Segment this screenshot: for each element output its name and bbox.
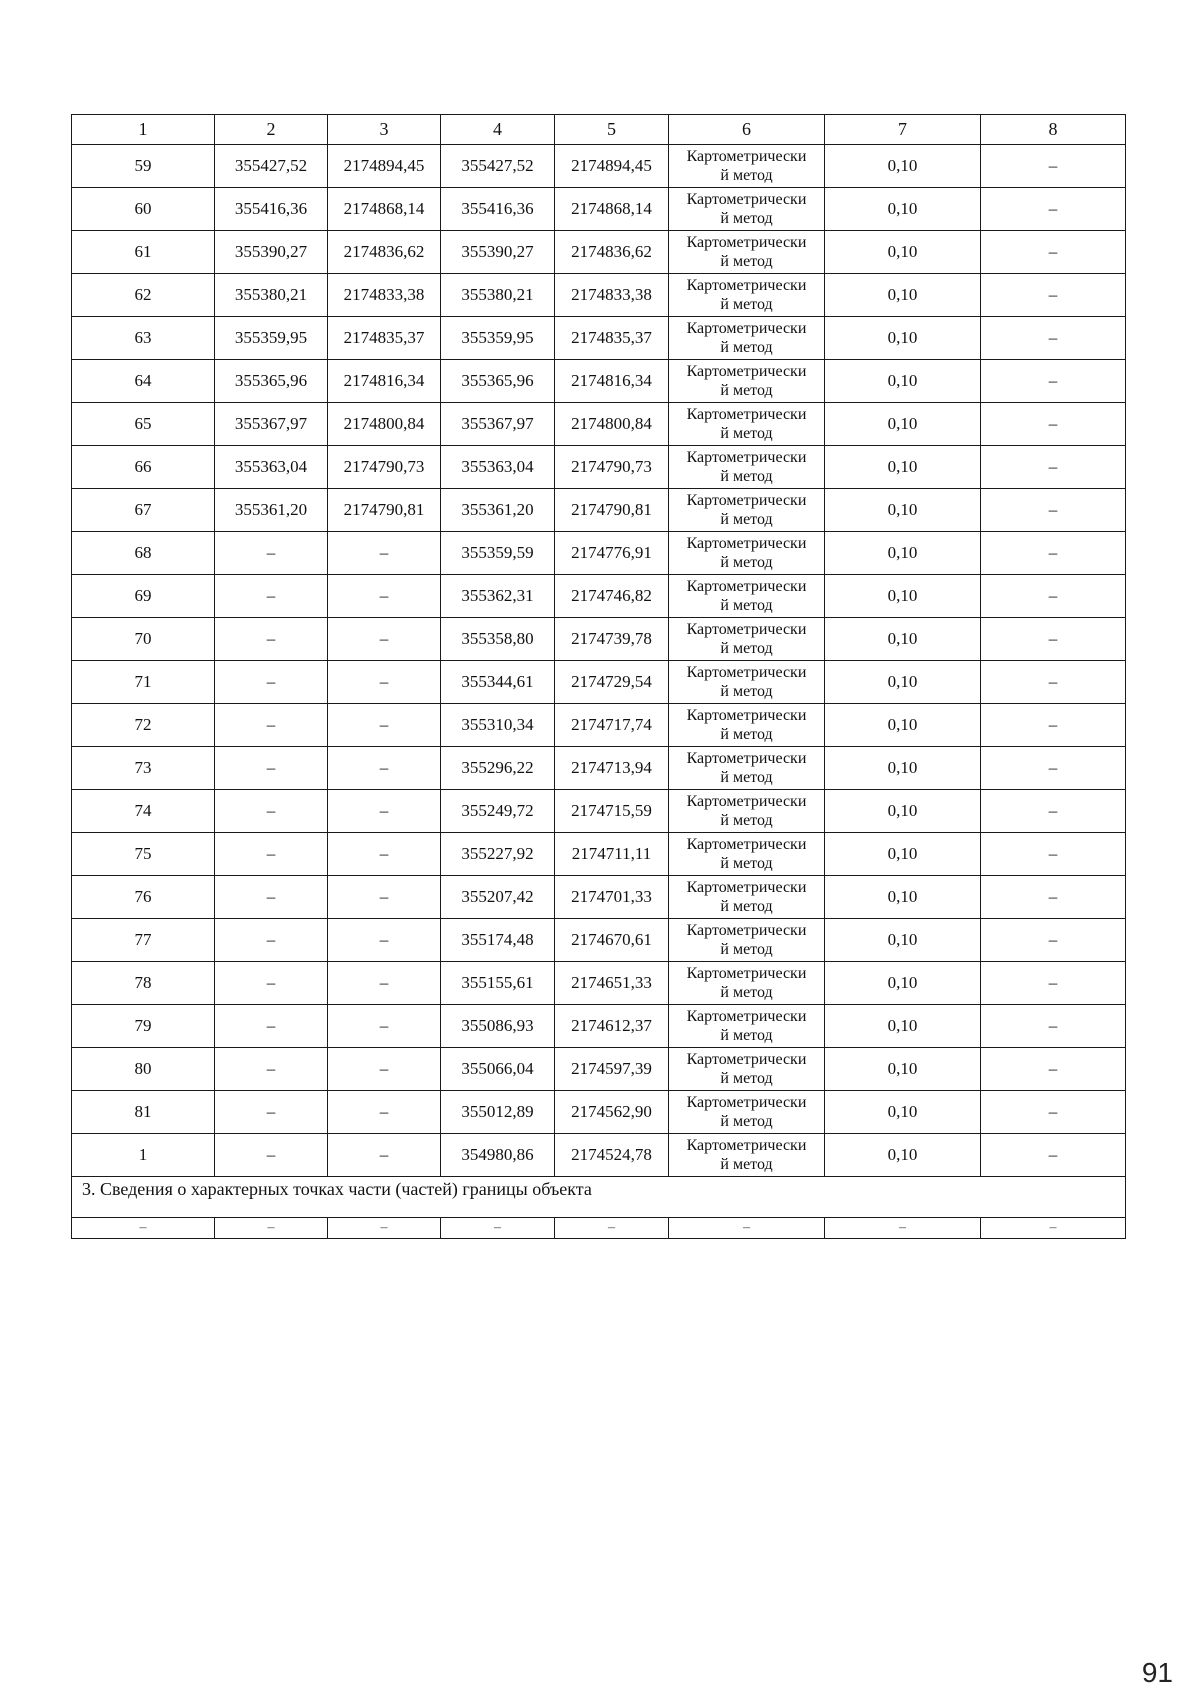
table-cell: – [328, 661, 441, 704]
table-cell: 62 [72, 274, 215, 317]
column-header: 1 [72, 115, 215, 145]
table-cell: 0,10 [825, 403, 981, 446]
table-cell: 0,10 [825, 231, 981, 274]
table-cell: 355416,36 [215, 188, 328, 231]
table-cell [669, 360, 825, 403]
table-cell: 71 [72, 661, 215, 704]
table-row [72, 575, 1126, 618]
table-cell: 355227,92 [441, 833, 555, 876]
table-cell: – [215, 790, 328, 833]
table-cell [669, 532, 825, 575]
table-cell: – [215, 1091, 328, 1134]
method-label: Картометрический метод [686, 836, 807, 872]
table-cell: – [981, 790, 1126, 833]
table-row [72, 747, 1126, 790]
table-cell: 2174833,38 [555, 274, 669, 317]
table-cell: 2174835,37 [328, 317, 441, 360]
table-cell: – [328, 962, 441, 1005]
table-cell: – [215, 1218, 328, 1239]
table-cell: 0,10 [825, 1091, 981, 1134]
method-label: Картометрический метод [686, 1051, 807, 1087]
table-cell: 2174894,45 [328, 145, 441, 188]
coordinates-table [71, 114, 1126, 1239]
table-cell: 80 [72, 1048, 215, 1091]
table-cell: 355358,80 [441, 618, 555, 661]
table-cell [669, 1134, 825, 1177]
table-cell: – [215, 1048, 328, 1091]
table-cell: 355365,96 [215, 360, 328, 403]
table-cell: 79 [72, 1005, 215, 1048]
table-row [72, 1048, 1126, 1091]
table-cell: 0,10 [825, 1134, 981, 1177]
table-cell: 0,10 [825, 1048, 981, 1091]
table-cell: 0,10 [825, 489, 981, 532]
method-label: Картометрический метод [686, 320, 807, 356]
table-cell: 2174790,73 [555, 446, 669, 489]
table-cell: – [215, 532, 328, 575]
table-cell: 355066,04 [441, 1048, 555, 1091]
table-cell: 2174729,54 [555, 661, 669, 704]
table-cell: 78 [72, 962, 215, 1005]
table-cell: 0,10 [825, 274, 981, 317]
table-cell: – [328, 704, 441, 747]
table-cell [669, 188, 825, 231]
table-cell: – [981, 446, 1126, 489]
column-header: 7 [825, 115, 981, 145]
column-header: 2 [215, 115, 328, 145]
table-cell: 64 [72, 360, 215, 403]
table-cell: 2174816,34 [328, 360, 441, 403]
table-cell: 2174739,78 [555, 618, 669, 661]
table-cell: – [215, 661, 328, 704]
table-cell: 81 [72, 1091, 215, 1134]
table-cell: – [215, 1005, 328, 1048]
table-cell: 355012,89 [441, 1091, 555, 1134]
table-row [72, 145, 1126, 188]
table-cell: 355427,52 [215, 145, 328, 188]
table-cell: 2174790,81 [328, 489, 441, 532]
table-cell: 355296,22 [441, 747, 555, 790]
table-row [72, 403, 1126, 446]
table-cell [669, 489, 825, 532]
table-cell: – [215, 747, 328, 790]
table-row [72, 876, 1126, 919]
table-cell: 68 [72, 532, 215, 575]
table-cell: – [555, 1218, 669, 1239]
table-cell: 2174833,38 [328, 274, 441, 317]
page-number: 91 [1141, 1657, 1173, 1688]
column-header: 6 [669, 115, 825, 145]
table-cell: 0,10 [825, 1005, 981, 1048]
table-cell: – [328, 833, 441, 876]
point-rows [72, 145, 1126, 1239]
table-cell: 70 [72, 618, 215, 661]
table-row [72, 231, 1126, 274]
table-cell: – [328, 1048, 441, 1091]
table-cell: 355361,20 [441, 489, 555, 532]
table-cell: 77 [72, 919, 215, 962]
table-cell: – [215, 962, 328, 1005]
table-cell [669, 661, 825, 704]
table-cell [669, 1005, 825, 1048]
section-title: 3. Сведения о характерных точках части (частей) границы объекта [72, 1177, 1126, 1218]
table-cell: 355363,04 [215, 446, 328, 489]
table-row [72, 532, 1126, 575]
table-row [72, 618, 1126, 661]
table-cell: – [441, 1218, 555, 1239]
method-label: Картометрический метод [686, 234, 807, 270]
table-cell: 0,10 [825, 833, 981, 876]
table-cell: 2174562,90 [555, 1091, 669, 1134]
column-header: 3 [328, 115, 441, 145]
table-row [72, 1134, 1126, 1177]
table-cell: 0,10 [825, 876, 981, 919]
table-cell: – [669, 1218, 825, 1239]
table-cell: 60 [72, 188, 215, 231]
method-label: Картометрический метод [686, 578, 807, 614]
section-row [72, 1177, 1126, 1218]
table-cell: 355155,61 [441, 962, 555, 1005]
table-cell: 2174790,81 [555, 489, 669, 532]
table-cell: 2174816,34 [555, 360, 669, 403]
table-cell: – [981, 1134, 1126, 1177]
table-cell: – [981, 317, 1126, 360]
table-cell: 2174746,82 [555, 575, 669, 618]
table-cell: 355310,34 [441, 704, 555, 747]
method-label: Картометрический метод [686, 191, 807, 227]
table-cell: 65 [72, 403, 215, 446]
table-cell: – [215, 618, 328, 661]
table-cell: 0,10 [825, 188, 981, 231]
table-cell: – [825, 1218, 981, 1239]
table-cell: – [215, 575, 328, 618]
table-cell: 2174800,84 [555, 403, 669, 446]
header-row [72, 115, 1126, 145]
table-cell: 2174670,61 [555, 919, 669, 962]
table-row [72, 188, 1126, 231]
table-row [72, 790, 1126, 833]
column-header: 8 [981, 115, 1126, 145]
table-cell: 2174717,74 [555, 704, 669, 747]
table-cell: – [328, 1005, 441, 1048]
table-cell: 2174894,45 [555, 145, 669, 188]
table-cell: 59 [72, 145, 215, 188]
table-cell: 355249,72 [441, 790, 555, 833]
method-label: Картометрический метод [686, 922, 807, 958]
table-cell: 355365,96 [441, 360, 555, 403]
table-cell: 2174597,39 [555, 1048, 669, 1091]
table-cell: 355086,93 [441, 1005, 555, 1048]
table-cell: 66 [72, 446, 215, 489]
method-label: Картометрический метод [686, 1137, 807, 1173]
table-cell: 75 [72, 833, 215, 876]
column-header: 5 [555, 115, 669, 145]
table-cell: – [328, 876, 441, 919]
table-cell: 1 [72, 1134, 215, 1177]
table-cell: 355380,21 [441, 274, 555, 317]
table-cell: 72 [72, 704, 215, 747]
method-label: Картометрический метод [686, 535, 807, 571]
table-cell [669, 747, 825, 790]
table-cell: 2174701,33 [555, 876, 669, 919]
table-cell: – [981, 274, 1126, 317]
table-cell: – [981, 489, 1126, 532]
table-cell [669, 876, 825, 919]
table-cell: 2174776,91 [555, 532, 669, 575]
table-row [72, 274, 1126, 317]
table-cell: 2174835,37 [555, 317, 669, 360]
table-row [72, 317, 1126, 360]
table-cell: – [328, 618, 441, 661]
method-label: Картометрический метод [686, 363, 807, 399]
table-cell: 67 [72, 489, 215, 532]
table-cell: 0,10 [825, 704, 981, 747]
table-cell: – [981, 962, 1126, 1005]
table-cell [669, 403, 825, 446]
table-cell: – [981, 532, 1126, 575]
table-cell: – [328, 532, 441, 575]
method-label: Картометрический метод [686, 879, 807, 915]
table-cell: – [328, 919, 441, 962]
table-cell: 76 [72, 876, 215, 919]
table-cell: – [981, 919, 1126, 962]
table-cell: 69 [72, 575, 215, 618]
table-row [72, 1091, 1126, 1134]
table-cell: – [981, 231, 1126, 274]
table-cell: – [328, 1134, 441, 1177]
table-cell: 2174800,84 [328, 403, 441, 446]
table-cell: 0,10 [825, 145, 981, 188]
table-cell: 355427,52 [441, 145, 555, 188]
table-cell: – [981, 188, 1126, 231]
table-cell: – [328, 1218, 441, 1239]
method-label: Картометрический метод [686, 277, 807, 313]
method-label: Картометрический метод [686, 1094, 807, 1130]
table-cell: 0,10 [825, 360, 981, 403]
table-cell: – [328, 747, 441, 790]
table-cell: 0,10 [825, 317, 981, 360]
table-cell [669, 317, 825, 360]
table-cell: 0,10 [825, 446, 981, 489]
table-cell [669, 1048, 825, 1091]
table-cell [669, 575, 825, 618]
table-row [72, 360, 1126, 403]
table-cell: – [981, 1048, 1126, 1091]
table-cell [669, 274, 825, 317]
method-label: Картометрический метод [686, 664, 807, 700]
table-cell [669, 919, 825, 962]
table-cell: 61 [72, 231, 215, 274]
table-cell: 2174711,11 [555, 833, 669, 876]
table-cell [669, 231, 825, 274]
table-cell: – [981, 145, 1126, 188]
table-cell: 0,10 [825, 618, 981, 661]
table-cell: 355174,48 [441, 919, 555, 962]
method-label: Картометрический метод [686, 707, 807, 743]
table-row [72, 446, 1126, 489]
table-cell: – [215, 704, 328, 747]
method-label: Картометрический метод [686, 965, 807, 1001]
table-row [72, 1005, 1126, 1048]
table-cell: – [328, 575, 441, 618]
table-cell: 355390,27 [441, 231, 555, 274]
table-cell: 2174715,59 [555, 790, 669, 833]
table-cell: – [981, 1218, 1126, 1239]
table-cell: – [981, 575, 1126, 618]
table-row [72, 661, 1126, 704]
table-cell: 2174868,14 [555, 188, 669, 231]
table-row [72, 919, 1126, 962]
table-cell: – [215, 919, 328, 962]
table-cell: 355416,36 [441, 188, 555, 231]
table-cell: – [328, 790, 441, 833]
method-label: Картометрический метод [686, 1008, 807, 1044]
table-cell: – [981, 360, 1126, 403]
table-cell: 355380,21 [215, 274, 328, 317]
table-cell: 355390,27 [215, 231, 328, 274]
table-cell [669, 833, 825, 876]
method-label: Картометрический метод [686, 406, 807, 442]
table-cell: – [215, 1134, 328, 1177]
table-cell: – [981, 1005, 1126, 1048]
table-cell: 2174713,94 [555, 747, 669, 790]
table-row [72, 833, 1126, 876]
column-header: 4 [441, 115, 555, 145]
table-cell: 2174868,14 [328, 188, 441, 231]
table-cell [669, 962, 825, 1005]
table-cell: 0,10 [825, 962, 981, 1005]
table-cell: 355363,04 [441, 446, 555, 489]
table-cell: – [981, 747, 1126, 790]
table-cell: 355359,95 [441, 317, 555, 360]
method-label: Картометрический метод [686, 621, 807, 657]
table-cell: 0,10 [825, 661, 981, 704]
table-cell: 354980,86 [441, 1134, 555, 1177]
method-label: Картометрический метод [686, 148, 807, 184]
method-label: Картометрический метод [686, 492, 807, 528]
table-cell: 355362,31 [441, 575, 555, 618]
table-cell: 73 [72, 747, 215, 790]
table-cell: 2174836,62 [555, 231, 669, 274]
table-cell: 355344,61 [441, 661, 555, 704]
table-cell: 355359,59 [441, 532, 555, 575]
table-cell: 74 [72, 790, 215, 833]
table-cell: – [981, 618, 1126, 661]
table-cell: 63 [72, 317, 215, 360]
table-cell: 0,10 [825, 532, 981, 575]
table-cell: 0,10 [825, 747, 981, 790]
table-cell: – [981, 833, 1126, 876]
table-cell: 2174790,73 [328, 446, 441, 489]
method-label: Картометрический метод [686, 793, 807, 829]
table-cell: 2174612,37 [555, 1005, 669, 1048]
table-cell: 2174524,78 [555, 1134, 669, 1177]
table-cell: – [981, 1091, 1126, 1134]
method-label: Картометрический метод [686, 750, 807, 786]
table-cell: 0,10 [825, 919, 981, 962]
table-cell: – [981, 403, 1126, 446]
table-cell [669, 1091, 825, 1134]
table-cell: – [72, 1218, 215, 1239]
table-cell: 2174651,33 [555, 962, 669, 1005]
table-cell [669, 618, 825, 661]
table-cell: 355207,42 [441, 876, 555, 919]
table-cell [669, 790, 825, 833]
table-cell: 355361,20 [215, 489, 328, 532]
table-cell: – [328, 1091, 441, 1134]
table-cell: 355367,97 [441, 403, 555, 446]
table-cell: – [215, 876, 328, 919]
table-row [72, 704, 1126, 747]
table-cell: – [981, 876, 1126, 919]
table-cell: – [981, 661, 1126, 704]
table-cell: 355367,97 [215, 403, 328, 446]
table-cell: 355359,95 [215, 317, 328, 360]
table-cell: 0,10 [825, 575, 981, 618]
empty-table-row [72, 1218, 1126, 1239]
table-cell: 2174836,62 [328, 231, 441, 274]
table-row [72, 962, 1126, 1005]
method-label: Картометрический метод [686, 449, 807, 485]
table-cell [669, 446, 825, 489]
table-cell: – [981, 704, 1126, 747]
table-cell: 0,10 [825, 790, 981, 833]
table-cell: – [215, 833, 328, 876]
table-cell [669, 704, 825, 747]
table-cell [669, 145, 825, 188]
table-row [72, 489, 1126, 532]
